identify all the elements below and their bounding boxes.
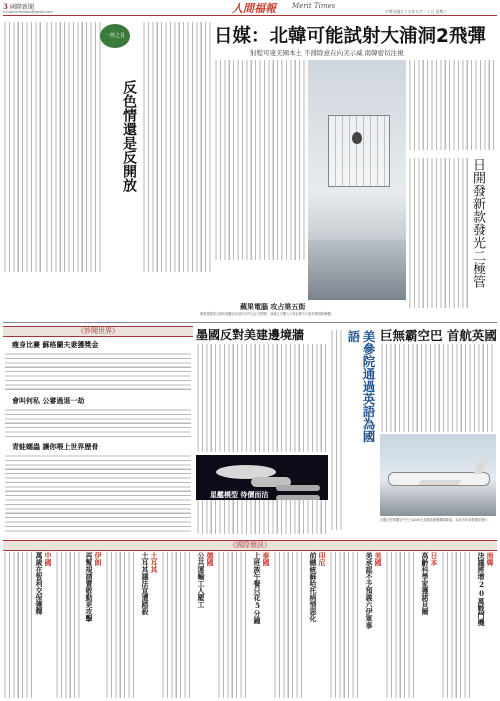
column-text-right [142, 22, 212, 272]
brief-body [3, 552, 33, 698]
airbus-wing [419, 480, 462, 485]
world-item-2-title: 會叫何私 公審過退一劫 [12, 396, 85, 405]
email-line: e-mail:mmnews@gmail.com [3, 10, 53, 14]
brief-body [161, 552, 193, 698]
brief-body [441, 552, 473, 698]
fight-headline: 墨國反對美建邊境牆 [196, 328, 305, 342]
brief-body [55, 552, 83, 698]
apple-store-photo [308, 60, 406, 300]
brief-tag: 印尼 [318, 552, 327, 566]
airbus-body [380, 344, 496, 432]
brief-title: 決議將增20萬戰鬥機 [477, 552, 486, 626]
brief-title: 萬歲在智利交保獲釋 [35, 552, 44, 615]
section-name: 國際新聞 [10, 4, 35, 11]
brief-tag: 德國 [206, 552, 215, 566]
brief-title: 土耳其議法宣遭踏殺 [141, 552, 150, 615]
column-title: 反色情還是反開放 [121, 80, 137, 192]
ship-caption: 星艦模型 待價而沽 [210, 490, 269, 499]
right-body [408, 158, 468, 308]
divider-mid [3, 322, 497, 323]
apple-logo-icon [352, 132, 362, 144]
brief-body [329, 552, 361, 698]
brief-4 [273, 552, 327, 698]
main-headline: 日媒：北韓可能試射大浦洞2飛彈 [214, 26, 486, 47]
brief-2 [385, 552, 439, 698]
brief-1 [441, 552, 495, 698]
world-bar: 《妙聞世界》 [3, 326, 193, 337]
logo: 人間福報 [232, 2, 276, 15]
brief-tag: 南韓 [486, 552, 495, 566]
brief-tag: 日本 [430, 552, 439, 566]
brief-tag: 美國 [374, 552, 383, 566]
world-item-3-body [5, 454, 191, 534]
brief-body [217, 552, 249, 698]
airbus-photo [380, 434, 496, 516]
main-subheadline: 射程可達美國本土 不排除意在向美示威 南韓密切注視 [250, 49, 404, 57]
brief-title: 再幫規請賣敬動更攻擊 [85, 552, 94, 622]
right-headline: 日開發新款發光二極管 [470, 158, 485, 288]
brief-title: 美承認不予預義六伊軍事 [365, 552, 374, 629]
brief-title: 上班族午餐只花5分鐘 [253, 552, 262, 624]
brief-body [385, 552, 417, 698]
brief-title: 高齡科學家獲諾貝爾 [421, 552, 430, 615]
ship-caption-body [196, 500, 328, 534]
brief-body [273, 552, 305, 698]
world-item-1-title: 瘦身比賽 蘇格蘭夫妻獲獎金 [12, 340, 99, 349]
main-body-a [214, 60, 306, 260]
ship-nacelle-1 [276, 485, 320, 491]
brief-tag: 土耳其 [150, 552, 159, 573]
brief-title: 公共運輸工人罷工 [197, 552, 206, 608]
senate-body [330, 330, 344, 530]
logo-english: Merit Times [292, 2, 336, 10]
plaza [308, 240, 406, 300]
photo-caption: 蘋果電腦 攻占第五街 [240, 302, 306, 311]
brief-3 [329, 552, 383, 698]
brief-tag: 泰國 [262, 552, 271, 566]
brief-tag: 伊朗 [94, 552, 103, 566]
column-text-mid [45, 22, 103, 272]
main-body-b [408, 60, 496, 150]
column-tag: 一得之見 [100, 24, 130, 48]
column-text-left [3, 22, 43, 272]
photo-caption-sub: 蘋果電腦第五街的旗艦店在紐約市中心正式開幕，玻璃立方體入口設計吸引大批民眾排隊參觀。 [200, 312, 334, 316]
fight-body [196, 344, 328, 452]
brief-9 [3, 552, 53, 698]
brief-5 [217, 552, 271, 698]
brief-bar: 《國際簡訊》 [3, 540, 497, 551]
page-number: 3 [3, 2, 8, 11]
brief-body [105, 552, 137, 698]
header-rule [3, 15, 497, 16]
brief-tag: 中國 [44, 552, 53, 566]
airbus-caption: 法國巨型客機空中巴士A380在英國希斯羅機場降落，為其首次商業測試飛行。 [380, 518, 491, 522]
brief-7 [105, 552, 159, 698]
world-item-2-body [5, 408, 191, 438]
glass-cube [328, 115, 390, 187]
world-item-3-title: 青蛙蠕蟲 讓你喂上世界歷骨 [12, 442, 99, 451]
brief-title: 前總統蘇哈托病情惡化 [309, 552, 318, 622]
briefs-row [3, 552, 497, 698]
senate-callout: 美參院通過英語為國語 [346, 330, 376, 443]
brief-8 [55, 552, 103, 698]
airbus-headline: 巨無霸空巴 首航英國 [380, 328, 497, 343]
world-item-1-body [5, 352, 191, 392]
issue-date: 中華民國九十五年五月二十日 星期六 [385, 9, 447, 14]
brief-6 [161, 552, 215, 698]
